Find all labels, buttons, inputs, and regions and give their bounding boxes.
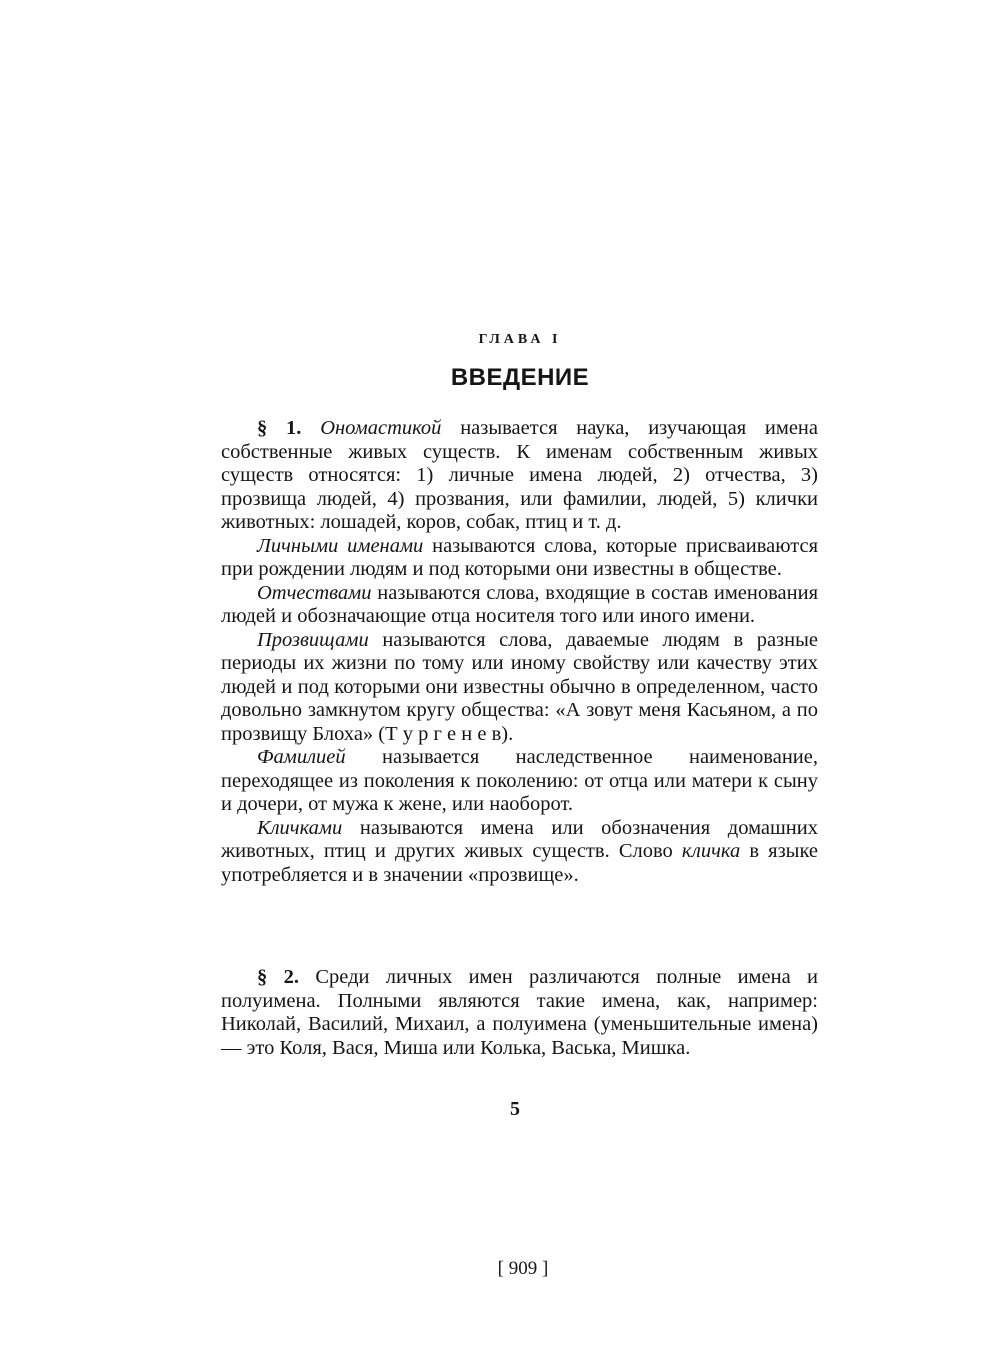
paragraph-text: называются слова, которые присваиваются при рождении людям и под которыми они известны в обществе. bbox=[221, 534, 818, 580]
paragraph-1 bbox=[221, 417, 818, 535]
paragraph-4 bbox=[221, 629, 818, 747]
term: кличка bbox=[681, 840, 741, 862]
section-1-block bbox=[221, 417, 818, 887]
footer-number: [ 909 ] bbox=[497, 1258, 549, 1279]
paragraph-text: называется наука, изучающая имена собственные живых существ. К именам собственным живых существ относятся: 1) личные имена людей, 2) отчества, 3) прозвища людей, 4) прозвания, или фамилии, людей, 5) клички животных: лошадей, коров, собак, птиц и т. д. bbox=[221, 417, 819, 533]
section-marker: § 1. bbox=[257, 417, 302, 439]
paragraph-text: называются имена или обозначения домашних животных, птиц и других живых существ. Слово bbox=[221, 816, 818, 862]
paragraph-3 bbox=[221, 582, 818, 629]
paragraph-text: называются слова, даваемые людям в разные периоды их жизни по тому или иному свойству или качеству этих людей и под которыми они известны обычно в определенном, часто довольно замкнутом кругу общества: «А зовут меня Касьяном, а по прозвищу Блоха» (Т у р г е н е в). bbox=[221, 628, 818, 745]
paragraph-5 bbox=[221, 746, 818, 817]
chapter-label: ГЛАВА I bbox=[478, 332, 562, 347]
term: Фамилией bbox=[257, 746, 346, 768]
term: Отчествами bbox=[257, 581, 372, 604]
section-2-block bbox=[221, 966, 818, 1060]
term: Личными именами bbox=[257, 534, 424, 557]
chapter-title: ВВЕДЕНИЕ bbox=[450, 364, 590, 391]
term: Прозвищами bbox=[257, 628, 369, 651]
paragraph-6 bbox=[221, 817, 818, 888]
paragraph-7 bbox=[221, 966, 818, 1060]
paragraph-text: в языке употребляется и в значении «прозвище». bbox=[221, 840, 818, 886]
term: Кличками bbox=[257, 816, 343, 839]
section-marker: § 2. bbox=[257, 966, 299, 988]
paragraph-text: называются слова, входящие в состав именования людей и обозначающие отца носителя того или иного имени. bbox=[221, 581, 818, 627]
paragraph-text: Среди личных имен различаются полные имена и полуимена. Полными являются такие имена, как, например: Николай, Василий, Михаил, а полуимена (уменьшительные имена) — это Коля, Вася, Миша или Колька, Васька, Мишка. bbox=[221, 966, 818, 1059]
term: Ономастикой bbox=[320, 417, 442, 439]
page-number: 5 bbox=[510, 1098, 520, 1120]
paragraph-text: называется наследственное наименование, переходящее из поколения к поколению: от отца или матери к сыну и дочери, от мужа к жене, или наоборот. bbox=[221, 746, 818, 815]
paragraph-2 bbox=[221, 535, 818, 582]
